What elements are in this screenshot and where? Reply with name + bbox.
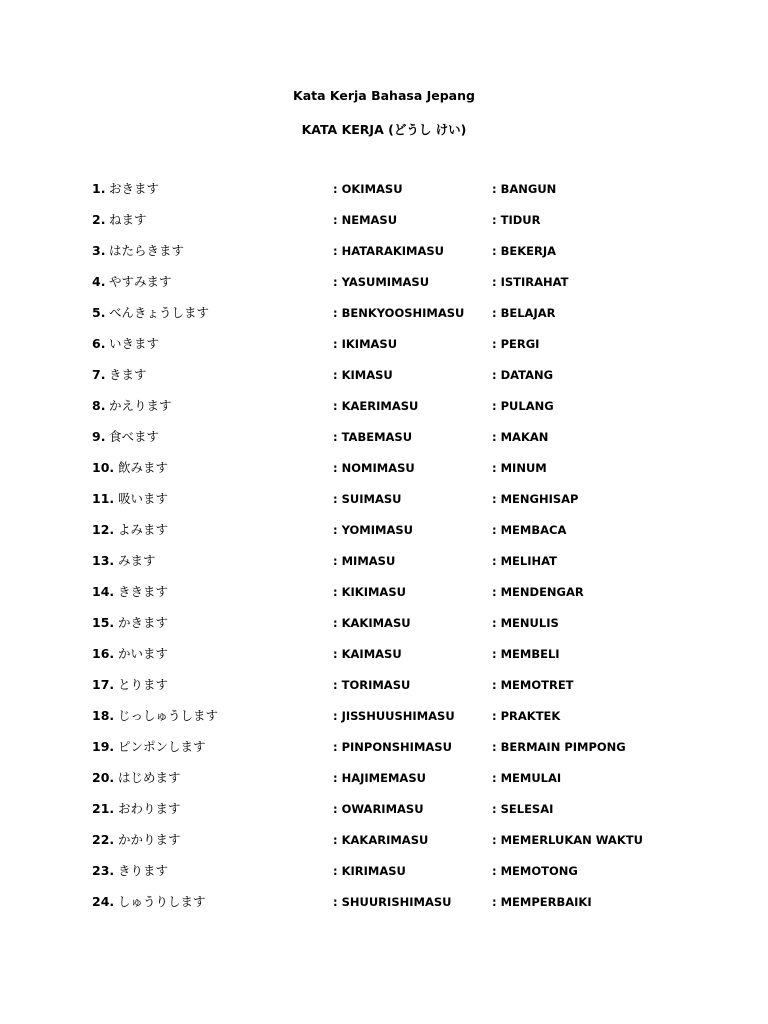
- verb-number: 1.: [92, 181, 106, 196]
- verb-romaji: : YOMIMASU: [333, 523, 413, 537]
- verb-japanese: べんきょうします: [109, 305, 210, 320]
- verb-japanese: とります: [118, 677, 169, 692]
- verb-romaji: : HAJIMEMASU: [333, 771, 426, 785]
- verb-row: [0, 738, 768, 769]
- verb-row: [0, 180, 768, 211]
- verb-meaning: : SELESAI: [492, 802, 554, 816]
- verb-number: 18.: [92, 708, 115, 723]
- verb-number: 7.: [92, 367, 106, 382]
- verb-number: 11.: [92, 491, 115, 506]
- verb-japanese: おわります: [118, 801, 181, 816]
- verb-number: 13.: [92, 553, 115, 568]
- verb-row: [0, 521, 768, 552]
- verb-romaji: : IKIMASU: [333, 337, 398, 351]
- verb-romaji: : KAKIMASU: [333, 616, 411, 630]
- verb-romaji: : NEMASU: [333, 213, 398, 227]
- verb-meaning: : MEMOTRET: [492, 678, 574, 692]
- verb-number: 3.: [92, 243, 106, 258]
- verb-row: [0, 583, 768, 614]
- verb-number: 16.: [92, 646, 115, 661]
- verb-row: [0, 242, 768, 273]
- verb-meaning: : MEMULAI: [492, 771, 562, 785]
- verb-japanese: きます: [109, 367, 147, 382]
- verb-meaning: : TIDUR: [492, 213, 541, 227]
- verb-number: 22.: [92, 832, 115, 847]
- verb-romaji: : SUIMASU: [333, 492, 402, 506]
- verb-japanese: かきます: [118, 615, 169, 630]
- verb-row: [0, 862, 768, 893]
- verb-meaning: : BANGUN: [492, 182, 557, 196]
- verb-row: [0, 614, 768, 645]
- verb-number: 12.: [92, 522, 115, 537]
- verb-japanese: かかります: [118, 832, 181, 847]
- verb-row: [0, 676, 768, 707]
- verb-romaji: : BENKYOOSHIMASU: [333, 306, 465, 320]
- verb-row: [0, 335, 768, 366]
- verb-meaning: : MELIHAT: [492, 554, 557, 568]
- verb-row: [0, 645, 768, 676]
- verb-number: 6.: [92, 336, 106, 351]
- verb-japanese: はたらきます: [109, 243, 185, 258]
- verb-number: 20.: [92, 770, 115, 785]
- verb-row: [0, 273, 768, 304]
- verb-romaji: : KIMASU: [333, 368, 393, 382]
- verb-romaji: : KAKARIMASU: [333, 833, 429, 847]
- verb-number: 5.: [92, 305, 106, 320]
- verb-romaji: : YASUMIMASU: [333, 275, 430, 289]
- verb-meaning: : MEMPERBAIKI: [492, 895, 592, 909]
- verb-row: [0, 397, 768, 428]
- verb-number: 15.: [92, 615, 115, 630]
- verb-meaning: : MEMBACA: [492, 523, 567, 537]
- verb-number: 2.: [92, 212, 106, 227]
- verb-romaji: : TORIMASU: [333, 678, 411, 692]
- verb-japanese: きります: [118, 863, 169, 878]
- verb-romaji: : KIRIMASU: [333, 864, 406, 878]
- verb-row: [0, 490, 768, 521]
- verb-romaji: : PINPONSHIMASU: [333, 740, 452, 754]
- verb-romaji: : KIKIMASU: [333, 585, 406, 599]
- verb-romaji: : OWARIMASU: [333, 802, 424, 816]
- verb-number: 19.: [92, 739, 115, 754]
- verb-row: [0, 211, 768, 242]
- verb-romaji: : SHUURISHIMASU: [333, 895, 452, 909]
- verb-row: [0, 459, 768, 490]
- verb-meaning: : MINUM: [492, 461, 547, 475]
- verb-meaning: : PRAKTEK: [492, 709, 561, 723]
- verb-meaning: : MEMOTONG: [492, 864, 578, 878]
- verb-number: 8.: [92, 398, 106, 413]
- verb-japanese: ききます: [118, 584, 169, 599]
- verb-romaji: : KAERIMASU: [333, 399, 419, 413]
- verb-japanese: 食べます: [109, 429, 160, 444]
- verb-row: [0, 831, 768, 862]
- verb-romaji: : HATARAKIMASU: [333, 244, 444, 258]
- verb-row: [0, 552, 768, 583]
- verb-meaning: : BELAJAR: [492, 306, 556, 320]
- verb-row: [0, 428, 768, 459]
- verb-romaji: : NOMIMASU: [333, 461, 415, 475]
- verb-number: 10.: [92, 460, 115, 475]
- verb-japanese: かいます: [118, 646, 169, 661]
- verb-japanese: じっしゅうします: [118, 708, 219, 723]
- verb-meaning: : MENDENGAR: [492, 585, 584, 599]
- verb-meaning: : PULANG: [492, 399, 554, 413]
- verb-number: 17.: [92, 677, 115, 692]
- verb-meaning: : BERMAIN PIMPONG: [492, 740, 626, 754]
- verb-meaning: : MENULIS: [492, 616, 559, 630]
- verb-romaji: : MIMASU: [333, 554, 396, 568]
- verb-japanese: いきます: [109, 336, 160, 351]
- verb-romaji: : OKIMASU: [333, 182, 403, 196]
- verb-romaji: : KAIMASU: [333, 647, 402, 661]
- verb-list: [0, 180, 768, 924]
- verb-japanese: ねます: [109, 212, 147, 227]
- verb-japanese: おきます: [109, 181, 160, 196]
- verb-romaji: : JISSHUUSHIMASU: [333, 709, 455, 723]
- verb-row: [0, 304, 768, 335]
- verb-japanese: やすみます: [109, 274, 172, 289]
- verb-meaning: : ISTIRAHAT: [492, 275, 569, 289]
- document-subtitle: KATA KERJA (どうし けい): [301, 122, 467, 137]
- verb-japanese: みます: [118, 553, 156, 568]
- verb-meaning: : MENGHISAP: [492, 492, 579, 506]
- verb-meaning: : MEMBELI: [492, 647, 560, 661]
- verb-meaning: : BEKERJA: [492, 244, 557, 258]
- verb-number: 4.: [92, 274, 106, 289]
- verb-romaji: : TABEMASU: [333, 430, 413, 444]
- verb-number: 23.: [92, 863, 115, 878]
- verb-row: [0, 366, 768, 397]
- verb-row: [0, 707, 768, 738]
- verb-japanese: 飲みます: [118, 460, 169, 475]
- verb-meaning: : MEMERLUKAN WAKTU: [492, 833, 643, 847]
- verb-row: [0, 800, 768, 831]
- verb-japanese: はじめます: [118, 770, 181, 785]
- verb-meaning: : PERGI: [492, 337, 540, 351]
- verb-japanese: かえります: [109, 398, 172, 413]
- verb-number: 14.: [92, 584, 115, 599]
- verb-number: 24.: [92, 894, 115, 909]
- verb-japanese: しゅうりします: [118, 894, 206, 909]
- verb-meaning: : MAKAN: [492, 430, 549, 444]
- document-title: Kata Kerja Bahasa Jepang: [293, 88, 475, 103]
- verb-number: 21.: [92, 801, 115, 816]
- verb-japanese: ピンポンします: [118, 739, 206, 754]
- verb-meaning: : DATANG: [492, 368, 554, 382]
- verb-japanese: 吸います: [118, 491, 169, 506]
- verb-japanese: よみます: [118, 522, 169, 537]
- verb-number: 9.: [92, 429, 106, 444]
- verb-row: [0, 769, 768, 800]
- verb-row: [0, 893, 768, 924]
